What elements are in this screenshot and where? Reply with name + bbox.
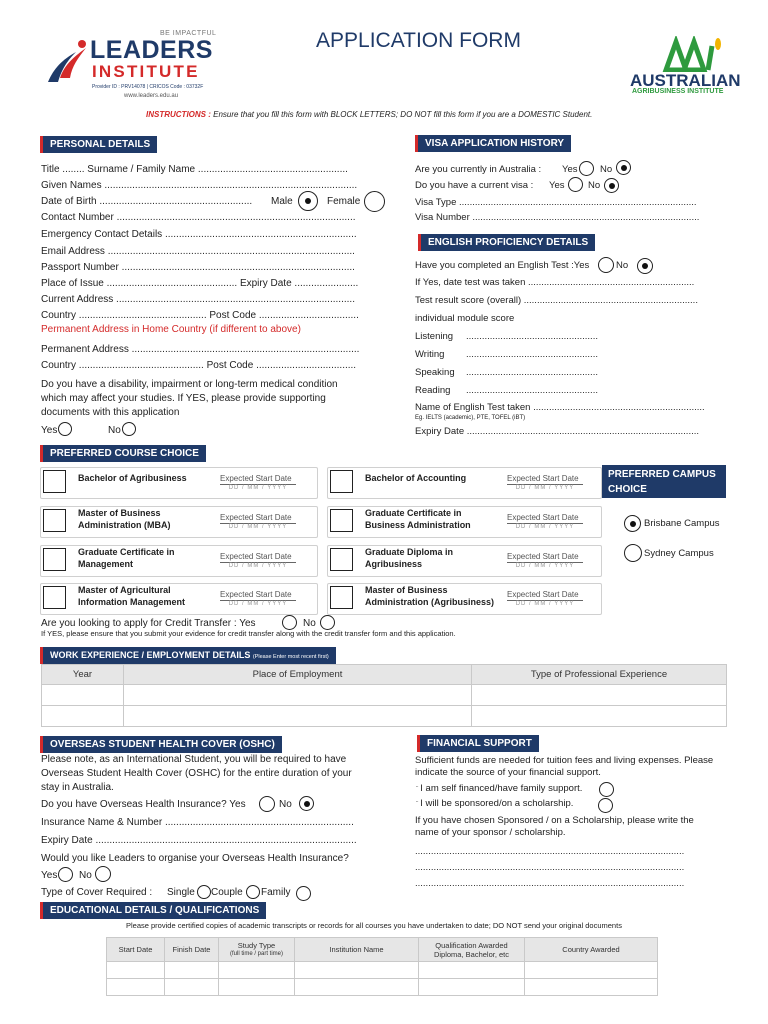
logo-line2: INSTITUTE	[92, 62, 200, 81]
female-radio[interactable]	[364, 191, 385, 212]
course-checkbox[interactable]	[330, 470, 353, 493]
partner-line1: AUSTRALIAN	[630, 71, 741, 90]
education-table	[106, 937, 658, 996]
sydney-radio[interactable]	[624, 544, 642, 562]
oshc-organise-yes-radio[interactable]	[58, 867, 73, 882]
course-name-line2: Management	[78, 559, 134, 569]
course-name	[365, 584, 494, 608]
esd-format: DD / MM / YYYY	[220, 484, 296, 491]
partner-logo	[628, 36, 754, 96]
edu-col-start: Start Date	[107, 938, 165, 962]
edu-cell[interactable]	[219, 962, 295, 979]
partner-line2: AGRIBUSINESS INSTITUTE	[632, 88, 724, 95]
disability-no-radio[interactable]	[122, 422, 136, 436]
course-name-line1: Bachelor of Accounting	[365, 473, 467, 483]
course-checkbox[interactable]	[43, 470, 66, 493]
course-name-line1: Graduate Diploma in	[365, 547, 454, 557]
brisbane-radio[interactable]	[624, 515, 641, 532]
esd-label: Expected Start Date	[507, 513, 579, 522]
esd-format: DD / MM / YYYY	[220, 600, 296, 607]
speaking-label: Speaking	[415, 367, 455, 378]
current-visa-yes-label: Yes	[549, 180, 565, 191]
campus-heading-line2: CHOICE	[608, 484, 647, 495]
esd-format: DD / MM / YYYY	[507, 484, 583, 491]
insurance-name-field[interactable]: Insurance Name & Number ....................................................................	[41, 817, 354, 828]
listening-field[interactable]: ..................................................	[466, 331, 598, 342]
table-row	[42, 685, 727, 706]
reading-field[interactable]: ..................................................	[466, 385, 598, 396]
sponsor-question-1: If you have chosen Sponsored / on a Scholarship, please write the	[415, 815, 694, 826]
edu-cell[interactable]	[525, 979, 658, 996]
table-row	[42, 706, 727, 727]
oshc-expiry-field[interactable]: Expiry Date ..............................................................................................	[41, 835, 357, 846]
in-australia-yes-radio[interactable]	[579, 161, 594, 176]
cover-single-radio[interactable]	[197, 885, 211, 899]
course-checkbox[interactable]	[330, 548, 353, 571]
table-row	[107, 979, 658, 996]
logo-web: www.leaders.edu.au	[124, 93, 179, 99]
education-note: Please provide certified copies of academic transcripts or records for all courses you have undertaken to date; DO NOT send your original documents	[126, 921, 622, 930]
edu-col-institution: Institution Name	[295, 938, 419, 962]
test-overall-field[interactable]: Test result score (overall) ..................................................................	[415, 295, 698, 306]
english-test-question: Have you completed an English Test :Yes	[415, 260, 590, 271]
self-financed-label: ¨ I am self financed/have family support.	[416, 783, 583, 794]
agribusiness-leaves-icon	[662, 36, 722, 72]
course-name-line1: Master of Business	[78, 508, 161, 518]
english-test-no-radio[interactable]	[637, 258, 653, 274]
esd-label: Expected Start Date	[220, 552, 292, 561]
esd-format: DD / MM / YYYY	[507, 523, 583, 530]
credit-no-label: No	[303, 618, 316, 629]
page-title: APPLICATION FORM	[316, 29, 521, 52]
expected-start-date-field[interactable]	[507, 590, 583, 607]
logo-provider: Provider ID : PRV14078 | CRICOS Code : 03732F	[92, 84, 204, 90]
esd-format: DD / MM / YYYY	[507, 600, 583, 607]
work-col-type: Type of Professional Experience	[472, 665, 727, 685]
course-checkbox[interactable]	[43, 509, 66, 532]
writing-field[interactable]: ..................................................	[466, 349, 598, 360]
oshc-organise-no-label: No	[79, 870, 92, 881]
financial-para-2: indicate the source of your financial support.	[415, 767, 601, 778]
oshc-para-3: stay in Australia.	[41, 782, 114, 793]
esd-label: Expected Start Date	[220, 474, 292, 483]
expected-start-date-field[interactable]	[220, 552, 296, 569]
credit-no-radio[interactable]	[320, 615, 335, 630]
permanent-address-field[interactable]: Permanent Address ..................................................................................	[41, 344, 360, 355]
english-heading: ENGLISH PROFICIENCY DETAILS	[418, 234, 595, 251]
visa-number-field[interactable]: Visa Number ......................................................................................	[415, 212, 700, 223]
module-score-label: individual module score	[415, 313, 515, 324]
speaking-field[interactable]: ..................................................	[466, 367, 598, 378]
place-of-issue-field[interactable]: Place of Issue ............................................... Expiry Date .......................	[41, 278, 359, 289]
oshc-organise-no-radio[interactable]	[95, 866, 111, 882]
course-name-line1: Master of Business	[365, 585, 448, 595]
email-field[interactable]: Email Address .........................................................................................	[41, 246, 355, 257]
sponsor-line-2[interactable]: ......................................................................................................	[415, 862, 685, 873]
edu-cell[interactable]	[419, 979, 525, 996]
instructions-text: Ensure that you fill this form with BLOCK LETTERS; DO NOT fill this form if you are a DOMESTIC Student.	[210, 110, 593, 119]
course-name-line2: Administration (Agribusiness)	[365, 597, 495, 607]
edu-cell[interactable]	[525, 962, 658, 979]
work-cell[interactable]	[42, 685, 124, 706]
course-name-line1: Master of Agricultural	[78, 585, 171, 595]
title-surname-field[interactable]: Title ........ Surname / Family Name ......................................................	[41, 164, 348, 175]
country-postcode-field[interactable]: Country .............................................. Post Code ....................................	[41, 310, 359, 321]
course-checkbox[interactable]	[330, 586, 353, 609]
reading-label: Reading	[415, 385, 451, 396]
in-australia-yes-label: Yes	[562, 164, 578, 175]
financial-para-1: Sufficient funds are needed for tuition fees and living expenses. Please	[415, 755, 714, 766]
writing-label: Writing	[415, 349, 445, 360]
work-cell[interactable]	[124, 685, 472, 706]
edu-col-qualification	[419, 938, 525, 962]
education-heading: EDUCATIONAL DETAILS / QUALIFICATIONS	[40, 902, 266, 919]
credit-yes-radio[interactable]	[282, 615, 297, 630]
contact-number-field[interactable]: Contact Number ......................................................................................	[41, 212, 356, 223]
expected-start-date-field[interactable]	[220, 474, 296, 491]
work-cell[interactable]	[472, 685, 727, 706]
expected-start-date-field[interactable]	[220, 590, 296, 607]
edu-cell[interactable]	[295, 962, 419, 979]
test-name-example: Eg. IELTS (academic), PTE, TOFEL (iBT)	[415, 415, 526, 421]
work-col-year: Year	[42, 665, 124, 685]
disability-question-1: Do you have a disability, impairment or long-term medical condition	[41, 379, 338, 390]
work-heading-note: (Please Enter most recent first)	[252, 654, 329, 660]
financial-heading: FINANCIAL SUPPORT	[417, 735, 539, 752]
course-name-line2: Agribusiness	[365, 559, 423, 569]
disability-yes-label: Yes	[41, 425, 58, 436]
in-australia-no-radio[interactable]	[616, 160, 631, 175]
cover-couple-label: Couple	[211, 887, 243, 898]
oshc-para-1: Please note, as an International Student, you will be required to have	[41, 754, 347, 765]
cover-couple-radio[interactable]	[246, 885, 260, 899]
course-name-line1: Graduate Certificate in	[78, 547, 175, 557]
course-name	[78, 507, 171, 531]
current-address-field[interactable]: Current Address ......................................................................................	[41, 294, 355, 305]
sydney-label: Sydney Campus	[644, 548, 714, 559]
brisbane-label: Brisbane Campus	[644, 518, 720, 529]
current-visa-question: Do you have a current visa :	[415, 180, 534, 191]
esd-label: Expected Start Date	[220, 513, 292, 522]
credit-transfer-note: If YES, please ensure that you submit your evidence for credit transfer along with the credit transfer form and this application.	[41, 629, 456, 638]
listening-label: Listening	[415, 331, 454, 342]
edu-cell[interactable]	[165, 962, 219, 979]
self-financed-text: I am self financed/have family support.	[420, 783, 583, 794]
edu-col-country: Country Awarded	[525, 938, 658, 962]
visa-heading: VISA APPLICATION HISTORY	[415, 135, 571, 152]
oshc-have-no-label: No	[279, 799, 292, 810]
campus-heading-line1: PREFERRED CAMPUS	[608, 469, 716, 480]
logo-tagline: BE IMPACTFUL	[160, 30, 217, 37]
passport-field[interactable]: Passport Number ....................................................................................	[41, 262, 355, 273]
test-date-field[interactable]: If Yes, date test was taken ...............................................................	[415, 277, 695, 288]
course-name	[78, 546, 175, 570]
work-table	[41, 664, 727, 727]
edu-col-study-1: Study Type	[237, 940, 276, 950]
course-checkbox[interactable]	[43, 586, 66, 609]
credit-transfer-question: Are you looking to apply for Credit Transfer : Yes	[41, 618, 256, 629]
cover-family-radio[interactable]	[296, 886, 311, 901]
esd-format: DD / MM / YYYY	[220, 562, 296, 569]
test-expiry-field[interactable]: Expiry Date ........................................................................................	[415, 426, 700, 437]
work-heading-text: WORK EXPERIENCE / EMPLOYMENT DETAILS	[50, 650, 251, 660]
work-cell[interactable]	[42, 706, 124, 727]
edu-cell[interactable]	[295, 979, 419, 996]
male-radio[interactable]	[298, 191, 318, 211]
sponsor-line-1[interactable]: ......................................................................................................	[415, 846, 685, 857]
course-heading: PREFERRED COURSE CHOICE	[40, 445, 206, 462]
oshc-para-2: Overseas Student Health Cover (OSHC) for the entire duration of your	[41, 768, 352, 779]
course-name	[365, 546, 453, 570]
esd-label: Expected Start Date	[220, 590, 292, 599]
expected-start-date-field[interactable]	[220, 513, 296, 530]
expected-start-date-field[interactable]	[507, 552, 583, 569]
oshc-have-no-radio[interactable]	[299, 796, 314, 811]
leaders-logo	[42, 30, 222, 106]
test-name-field[interactable]: Name of English Test taken .................................................................	[415, 402, 705, 413]
sponsored-label: ¨ I will be sponsored/on a scholarship.	[416, 798, 574, 809]
given-names-field[interactable]: Given Names ...........................................................................................	[41, 180, 358, 191]
oshc-heading: OVERSEAS STUDENT HEALTH COVER (OSHC)	[40, 736, 282, 753]
work-cell[interactable]	[124, 706, 472, 727]
current-visa-yes-radio[interactable]	[568, 177, 583, 192]
sponsor-question-2: name of your sponsor / scholarship.	[415, 827, 566, 838]
english-test-yes-radio[interactable]	[598, 257, 614, 273]
course-name	[365, 507, 471, 531]
course-name	[365, 472, 466, 484]
work-heading	[40, 647, 336, 664]
disability-yes-radio[interactable]	[58, 422, 72, 436]
male-label: Male	[271, 196, 293, 207]
self-financed-radio[interactable]	[599, 782, 614, 797]
course-name	[78, 584, 185, 608]
in-australia-no-label: No	[600, 164, 613, 175]
country-postcode-field-2[interactable]: Country ............................................. Post Code ....................................	[41, 360, 357, 371]
disability-question-2: which may affect your studies. If YES, please provide supporting	[41, 393, 326, 404]
visa-type-field[interactable]: Visa Type ..........................................................................................	[415, 197, 697, 208]
sponsor-line-3[interactable]: ......................................................................................................	[415, 878, 685, 889]
sponsored-text: I will be sponsored/on a scholarship.	[420, 798, 574, 809]
work-col-place: Place of Employment	[124, 665, 472, 685]
edu-col-qual-1: Qualification Awarded	[435, 940, 508, 950]
course-name-line2: Administration (MBA)	[78, 520, 171, 530]
edu-col-study-2: (full time / part time)	[229, 950, 283, 957]
course-name-line2: Information Management	[78, 597, 186, 607]
esd-format: DD / MM / YYYY	[507, 562, 583, 569]
cover-family-label: Family	[261, 887, 291, 898]
course-name-line1: Graduate Certificate in	[365, 508, 462, 518]
esd-label: Expected Start Date	[507, 552, 579, 561]
disability-question-3: documents with this application	[41, 407, 180, 418]
expected-start-date-field[interactable]	[507, 513, 583, 530]
oshc-have-yes-radio[interactable]	[259, 796, 275, 812]
course-name-line1: Bachelor of Agribusiness	[78, 473, 187, 483]
oshc-organise-question: Would you like Leaders to organise your Overseas Health Insurance?	[41, 853, 349, 864]
esd-label: Expected Start Date	[507, 474, 579, 483]
current-visa-no-label: No	[588, 180, 601, 191]
sponsored-radio[interactable]	[598, 798, 613, 813]
female-label: Female	[327, 196, 361, 207]
oshc-organise-yes-label: Yes	[41, 870, 58, 881]
esd-format: DD / MM / YYYY	[220, 523, 296, 530]
cover-type-question: Type of Cover Required :	[41, 887, 153, 898]
cover-single-label: Single	[167, 887, 195, 898]
course-name-line2: Business Administration	[365, 520, 471, 530]
course-checkbox[interactable]	[43, 548, 66, 571]
edu-cell[interactable]	[107, 962, 165, 979]
course-checkbox[interactable]	[330, 509, 353, 532]
emergency-contact-field[interactable]: Emergency Contact Details .....................................................................	[41, 229, 357, 240]
course-name	[78, 472, 187, 484]
edu-col-study	[219, 938, 295, 962]
personal-heading: PERSONAL DETAILS	[40, 136, 157, 153]
instructions-label: INSTRUCTIONS :	[146, 110, 211, 119]
campus-heading	[602, 465, 726, 498]
table-row	[107, 962, 658, 979]
leaders-swoosh-icon	[42, 38, 92, 88]
edu-cell[interactable]	[419, 962, 525, 979]
edu-col-finish: Finish Date	[165, 938, 219, 962]
edu-cell[interactable]	[107, 979, 165, 996]
english-test-no-label: No	[616, 260, 629, 271]
work-cell[interactable]	[472, 706, 727, 727]
expected-start-date-field[interactable]	[507, 474, 583, 491]
oshc-have-question: Do you have Overseas Health Insurance? Yes	[41, 799, 246, 810]
edu-cell[interactable]	[165, 979, 219, 996]
esd-label: Expected Start Date	[507, 590, 579, 599]
dob-field[interactable]: Date of Birth .......................................................	[41, 196, 253, 207]
disability-no-label: No	[108, 425, 121, 436]
instructions	[146, 110, 592, 119]
permanent-address-note: Permanent Address in Home Country (if different to above)	[41, 324, 301, 335]
logo-line1: LEADERS	[90, 36, 213, 64]
edu-cell[interactable]	[219, 979, 295, 996]
in-australia-question: Are you currently in Australia :	[415, 164, 542, 175]
current-visa-no-radio[interactable]	[604, 178, 619, 193]
edu-col-qual-2: Diploma, Bachelor, etc	[433, 949, 510, 959]
